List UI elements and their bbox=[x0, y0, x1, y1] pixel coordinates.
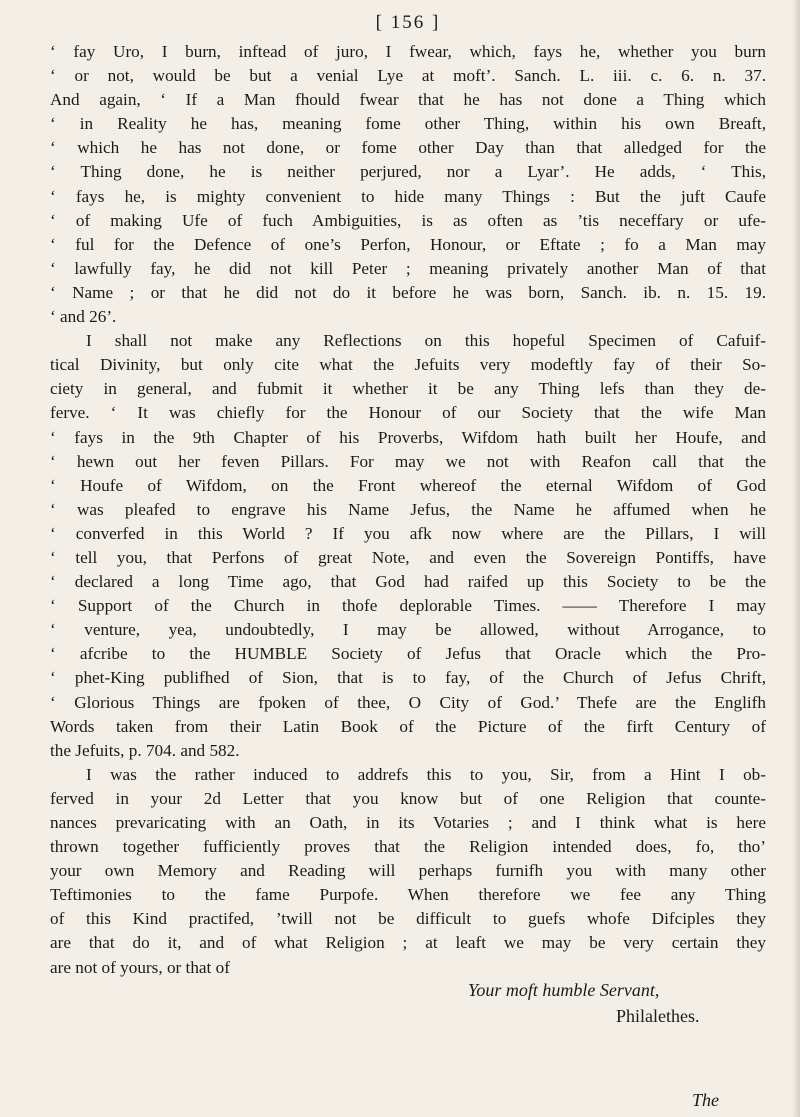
text-line: ‘ tell you, that Perfons of great Note, and even the Sovereign Pontiffs, have bbox=[50, 547, 766, 567]
text-line: of this Kind practifed, ’twill not be difficult to guefs whofe Difciples they bbox=[50, 909, 766, 929]
signature-name: Philalethes. bbox=[616, 1005, 700, 1026]
closing-salutation: Your moft humble Servant, bbox=[468, 979, 660, 1000]
text-line: ‘ Support of the Church in thofe deplorable Times. —— Therefore I may bbox=[50, 596, 766, 616]
text-line: ‘ and 26’. bbox=[50, 307, 117, 327]
text-line: ferve. ‘ It was chiefly for the Honour of our Society that the wife Man bbox=[50, 403, 766, 423]
text-line: ‘ declared a long Time ago, that God had raifed up this Society to be the bbox=[50, 572, 766, 592]
text-line: ‘ hewn out her feven Pillars. For may we not with Reafon call that the bbox=[50, 451, 766, 471]
text-line: ‘ Glorious Things are fpoken of thee, O City of God.’ Thefe are the Englifh bbox=[50, 692, 766, 712]
text-line: ‘ Thing done, he is neither perjured, nor a Lyar’. He adds, ‘ This, bbox=[50, 162, 766, 182]
paragraph bbox=[50, 763, 766, 980]
text-line: ‘ ful for the Defence of one’s Perfon, Honour, or Eftate ; fo a Man may bbox=[50, 234, 766, 254]
text-line: ‘ fay Uro, I burn, inftead of juro, I fwear, which, fays he, whether you burn bbox=[50, 42, 766, 61]
text-line: Teftimonies to the fame Purpofe. When therefore we fee any Thing bbox=[50, 885, 766, 905]
text-line: nances prevaricating with an Oath, in its Votaries ; and I think what is here bbox=[50, 813, 766, 832]
text-line: tical Divinity, but only cite what the Jefuits very modeftly fay of their So- bbox=[50, 355, 766, 375]
text-line: the Jefuits, p. 704. and 582. bbox=[50, 740, 240, 760]
text-line: ‘ venture, yea, undoubtedly, I may be allowed, without Arrogance, to bbox=[50, 620, 766, 640]
page-number: [ 156 ] bbox=[375, 12, 441, 33]
paragraph bbox=[50, 329, 766, 763]
paragraph bbox=[50, 40, 766, 329]
page-edge-shadow bbox=[792, 0, 800, 1117]
text-line: ‘ in Reality he has, meaning fome other Thing, within his own Breaft, bbox=[50, 114, 766, 134]
text-line: are that do it, and of what Religion ; at leaft we may be very certain they bbox=[50, 933, 766, 953]
text-line: Words taken from their Latin Book of the Picture of the firft Century of bbox=[50, 716, 766, 736]
text-line: ‘ converfed in this World ? If you afk now where are the Pillars, I will bbox=[50, 523, 766, 543]
text-line: ‘ which he has not done, or fome other Day than that alledged for the bbox=[50, 138, 766, 158]
text-line: ‘ or not, would be but a venial Lye at moft’. Sanch. L. iii. c. 6. n. 37. bbox=[50, 66, 766, 86]
text-line: ‘ Name ; or that he did not do it before he was born, Sanch. ib. n. 15. 19. bbox=[50, 282, 766, 302]
text-line: ‘ fays in the 9th Chapter of his Proverbs, Wifdom hath built her Houfe, and bbox=[50, 427, 766, 447]
text-line: I was the rather induced to addrefs this to you, Sir, from a Hint I ob- bbox=[86, 764, 766, 784]
text-line: are not of yours, or that of bbox=[50, 957, 230, 977]
text-line: ‘ was pleafed to engrave his Name Jefus, the Name he affumed when he bbox=[50, 499, 766, 519]
text-line: thrown together fufficiently proves that the Religion intended does, fo, tho’ bbox=[50, 837, 766, 857]
text-line: ‘ fays he, is mighty convenient to hide many Things : But the juft Caufe bbox=[50, 186, 766, 206]
catchword: The bbox=[692, 1090, 719, 1110]
signature-block bbox=[50, 980, 766, 1040]
text-line: your own Memory and Reading will perhaps furnifh you with many other bbox=[50, 861, 766, 881]
text-line: ferved in your 2d Letter that you know but of one Religion that counte- bbox=[50, 788, 766, 808]
text-line: ciety in general, and fubmit it whether it be any Thing lefs than they de- bbox=[50, 379, 766, 399]
text-line: ‘ lawfully fay, he did not kill Peter ; meaning privately another Man of that bbox=[50, 258, 766, 278]
text-line: ‘ afcribe to the HUMBLE Society of Jefus that Oracle which the Pro- bbox=[50, 644, 766, 664]
text-line: And again, ‘ If a Man fhould fwear that he has not done a Thing which bbox=[50, 90, 766, 110]
text-line: ‘ of making Ufe of fuch Ambiguities, is as often as ’tis neceffary or ufe- bbox=[50, 210, 766, 230]
text-line: I shall not make any Reflections on this hopeful Specimen of Cafuif- bbox=[86, 331, 766, 351]
text-line: ‘ phet-King publifhed of Sion, that is to fay, of the Church of Jefus Chrift, bbox=[50, 668, 766, 688]
body-text bbox=[50, 40, 766, 980]
text-line: ‘ Houfe of Wifdom, on the Front whereof the eternal Wifdom of God bbox=[50, 475, 766, 495]
